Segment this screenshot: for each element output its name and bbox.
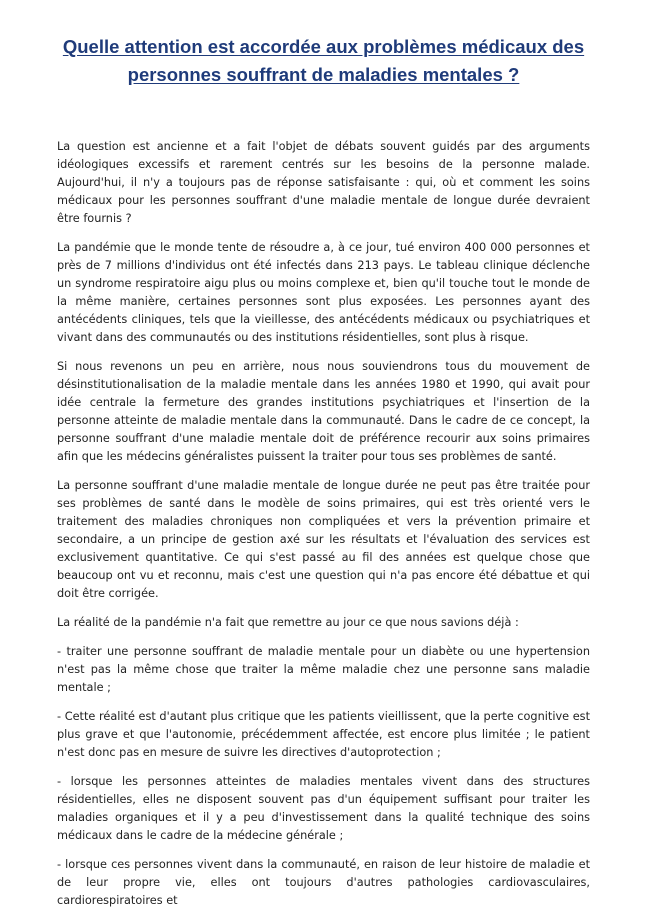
paragraph-pandemic: La pandémie que le monde tente de résoudre a, à ce jour, tué environ 400 000 personnes et près de 7 millions d'individus ont été infectés dans 213 pays. Le tableau clinique déclenche un syndrome respiratoire aigu plus ou moins complexe et, bien qu'il touche tout le monde de la même manière, certaines personnes sont plus exposées. Les personnes ayant des antécédents cliniques, tels que la vieillesse, des antécédents médicaux ou psychiatriques et vivant dans des communautés ou des institutions résidentielles, sont plus à risque. [57, 241, 590, 344]
paragraph-intro: La question est ancienne et a fait l'objet de débats souvent guidés par des arguments idéologiques excessifs et rarement centrés sur les besoins de la personne malade. Aujourd'hui, il n'y a toujours pas de réponse satisfaisante : qui, où et comment les soins médicaux pour les personnes souffrant d'une maladie mentale de longue durée devraient être fournis ? [57, 140, 590, 225]
list-item-community: - lorsque ces personnes vivent dans la communauté, en raison de leur histoire de maladie et de leur propre vie, elles ont toujours d'autres pathologies cardiovasculaires, cardiorespiratoires et [57, 858, 590, 907]
list-item-residential: - lorsque les personnes atteintes de maladies mentales vivent dans des structures résidentielles, elles ne disposent souvent pas d'un équipement suffisant pour traiter les maladies organiques et il y a peu d'investissement dans la qualité technique des soins médicaux dans le cadre de la médecine générale ; [57, 775, 590, 842]
document-body [57, 138, 590, 921]
paragraph-reality: La réalité de la pandémie n'a fait que remettre au jour ce que nous savions déjà : [57, 616, 519, 629]
paragraph-deinstitutionalisation: Si nous revenons un peu en arrière, nous nous souviendrons tous du mouvement de désinstitutionalisation de la maladie mentale dans les années 1980 et 1990, qui avait pour idée centrale la fermeture des grandes institutions psychiatriques et l'insertion de la personne atteinte de maladie mentale dans la communauté. Dans le cadre de ce concept, la personne souffrant d'une maladie mentale doit de préférence recourir aux soins primaires afin que les médecins généralistes puissent la traiter pour tous ses problèmes de santé. [57, 360, 590, 463]
document-title: Quelle attention est accordée aux problèmes médicaux des personnes souffrant de maladies mentales ? [62, 36, 585, 85]
list-item-aging: - Cette réalité est d'autant plus critique que les patients vieillissent, que la perte cognitive est plus grave et que l'autonomie, précédemment affectée, est encore plus limitée ; le patient n'est donc pas en mesure de suivre les directives d'autoprotection ; [57, 710, 590, 759]
paragraph-primary-care: La personne souffrant d'une maladie mentale de longue durée ne peut pas être traitée pour ses problèmes de santé dans le modèle de soins primaires, qui est très orienté vers le traitement des maladies chroniques non compliquées et vers la prévention primaire et secondaire, a un principe de gestion axé sur les résultats et l'évaluation des services est exclusivement quantitative. Ce qui s'est passé au fil des années est quelque chose que beaucoup ont vu et reconnu, mais c'est une question qui n'a pas encore été débattue et qui doit être corrigée. [57, 479, 590, 600]
list-item-treatment: - traiter une personne souffrant de maladie mentale pour un diabète ou une hypertension n'est pas la même chose que traiter la même maladie chez une personne sans maladie mentale ; [57, 645, 590, 694]
